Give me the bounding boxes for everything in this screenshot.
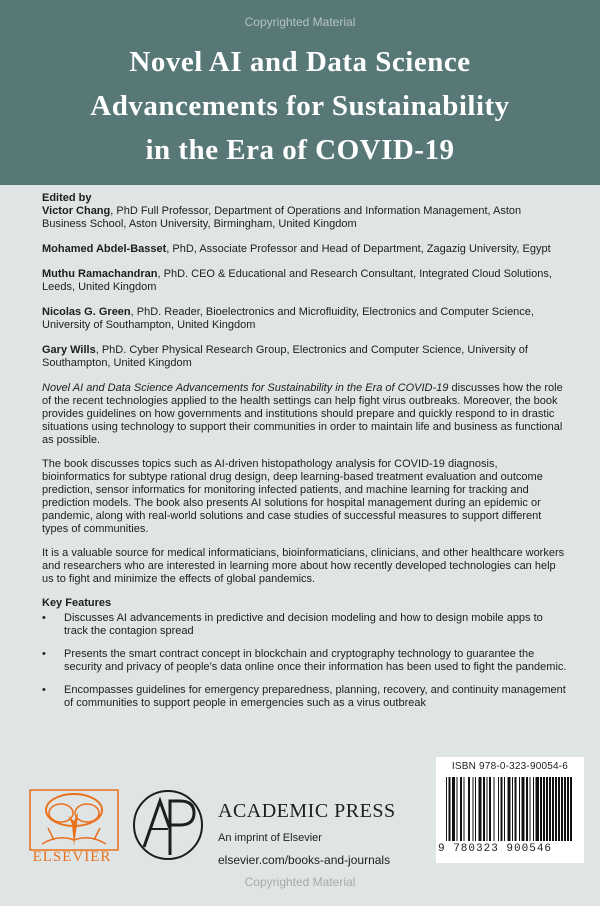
bullet-icon: • xyxy=(42,648,46,660)
description-paragraph-2: The book discusses topics such as AI-driven histopathology analysis for COVID-19 diagnosis, bioinformatics for subtype rational drug design, deep learning-based treatment evaluation and outcome prediction, sensor informatics for monitoring infected patients, and machine learning for tracking and prediction models. The book also presents AI solutions for hospital management during an epidemic or pandemic, along with real-world solutions and case studies of successful measures to support different types of communities. xyxy=(42,458,543,535)
editor-entry xyxy=(42,205,568,231)
back-cover-text xyxy=(42,192,568,720)
key-feature-item xyxy=(42,684,568,710)
title-line-2: Advancements for Sustainability xyxy=(90,90,510,122)
bullet-icon: • xyxy=(42,612,46,624)
editor-entry xyxy=(42,268,568,294)
elsevier-wordmark: ELSEVIER xyxy=(32,849,112,865)
editor-name: Nicolas G. Green xyxy=(42,306,131,318)
academic-press-logo-icon xyxy=(130,783,206,867)
editor-details: , PhD. Reader, Bioelectronics and Microfluidity, Electronics and Computer Science, University of Southampton, United Kingdom xyxy=(42,306,534,331)
editor-details: , PhD. CEO & Educational and Research Consultant, Integrated Cloud Solutions, Leeds, United Kingdom xyxy=(42,268,552,293)
editor-name: Muthu Ramachandran xyxy=(42,268,158,280)
watermark-top: Copyrighted Material xyxy=(244,15,356,29)
editor-details: , PhD, Associate Professor and Head of Department, Zagazig University, Egypt xyxy=(166,243,551,255)
key-feature-item xyxy=(42,648,568,674)
barcode-icon xyxy=(446,777,574,841)
edited-by-label: Edited by xyxy=(42,192,92,204)
isbn-number: ISBN 978-0-323-90054-6 xyxy=(451,761,569,772)
book-title xyxy=(20,40,580,172)
description-paragraph-1 xyxy=(42,382,568,447)
key-feature-text: Presents the smart contract concept in blockchain and cryptography technology to guarantee the security and privacy of people’s data online once their information has been used to fight the pandemic. xyxy=(64,648,567,673)
key-feature-item xyxy=(42,612,568,638)
isbn-barcode-box xyxy=(436,757,584,863)
key-feature-text: Discusses AI advancements in predictive and decision modeling and how to design mobile apps to track the contagion spread xyxy=(64,612,543,637)
barcode-number: 9 780323 900546 xyxy=(438,843,553,855)
editor-name: Gary Wills xyxy=(42,344,96,356)
key-feature-text: Encompasses guidelines for emergency preparedness, planning, recovery, and continuity management of communities to support people in emergencies such as a virus outbreak xyxy=(64,684,566,709)
key-features-title: Key Features xyxy=(42,597,112,609)
editor-details: , PhD. Cyber Physical Research Group, Electronics and Computer Science, University of Southampton, United Kingdom xyxy=(42,344,528,369)
title-line-1: Novel AI and Data Science xyxy=(129,46,471,78)
title-line-3: in the Era of COVID-19 xyxy=(145,134,455,166)
description-paragraph-3: It is a valuable source for medical informaticians, bioinformaticians, clinicians, and other healthcare workers and researchers who are interested in learning more about how recently developed technologies can help us to fight and minimize the effects of global pandemics. xyxy=(42,547,565,585)
editor-name: Victor Chang xyxy=(42,205,111,217)
key-features-list xyxy=(42,612,568,710)
editor-name: Mohamed Abdel-Basset xyxy=(42,243,167,255)
watermark-bottom: Copyrighted Material xyxy=(244,875,356,889)
cover-header xyxy=(0,0,600,185)
editor-entry xyxy=(42,243,568,256)
editor-entry xyxy=(42,306,568,332)
publisher-url: elsevier.com/books-and-journals xyxy=(218,853,391,867)
imprint-text: An imprint of Elsevier xyxy=(218,832,322,844)
book-title-italic: Novel AI and Data Science Advancements for Sustainability in the Era of COVID-19 xyxy=(42,382,449,394)
academic-press-name: ACADEMIC PRESS xyxy=(218,800,396,822)
editor-details: , PhD Full Professor, Department of Operations and Information Management, Aston Business School, Aston University, Birmingham, United Kingdom xyxy=(42,205,522,230)
description-text: discusses how the role of the recent technologies applied to the health settings can help fight virus outbreaks. Moreover, the book provides guidelines on how governments and institutions should prepare and quickly respond to in drastic situations using technology to support their communities in order to maintain life and business as functional as possible. xyxy=(42,382,563,446)
editor-entry xyxy=(42,344,568,370)
bullet-icon: • xyxy=(42,684,46,696)
